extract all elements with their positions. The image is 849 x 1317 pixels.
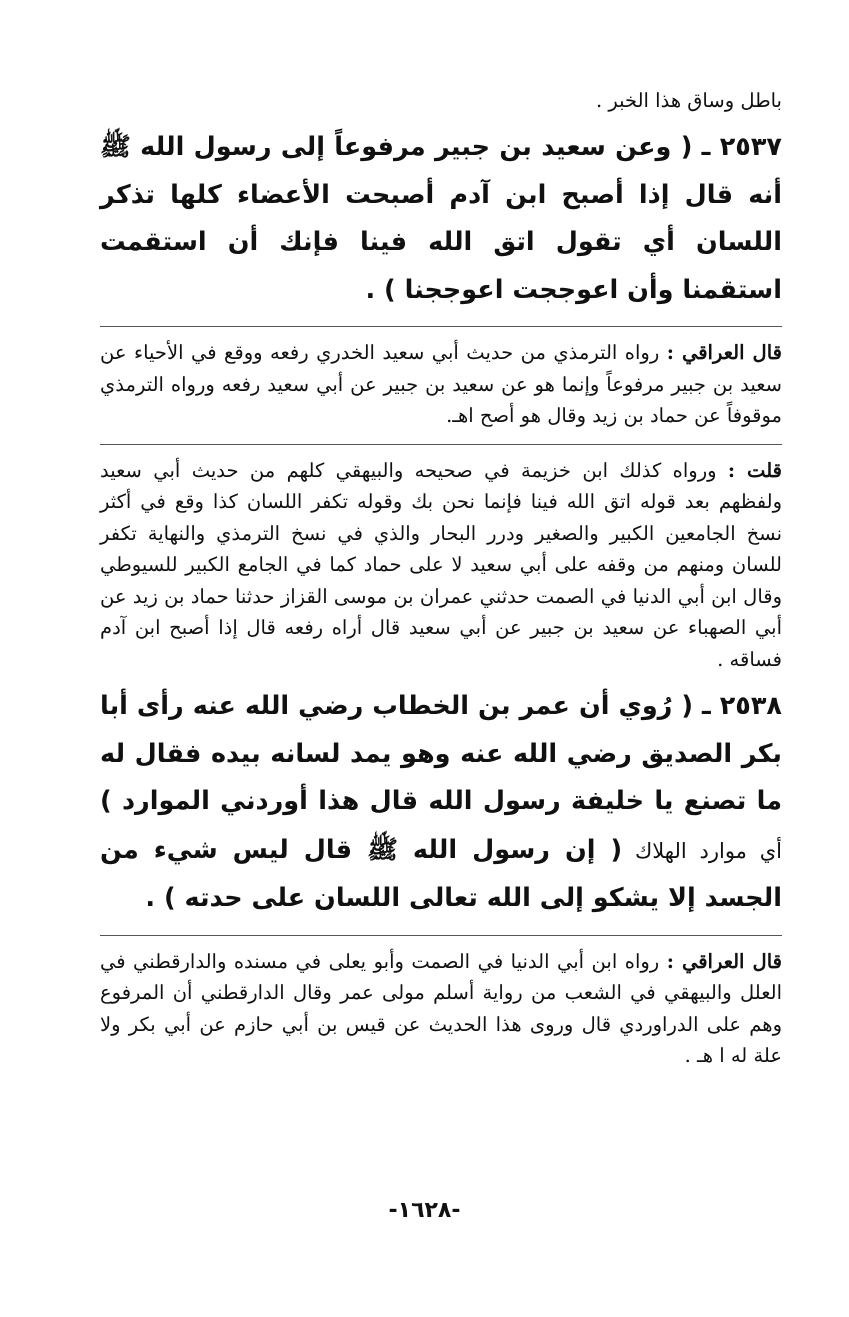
hadith-2538-part-a: ٢٥٣٨ ـ ( رُوي أن عمر بن الخطاب رضي الله عنه رأى أبا بكر الصديق رضي الله عنه وهو يمد لسانه بيده فقال له ما تصنع يا خليفة رسول الله قال هذا أوردني الموارد ) (100, 691, 782, 816)
iraqi-commentary-2 (100, 946, 782, 1072)
qult-label: قلت : (727, 458, 782, 482)
qult-text: ورواه كذلك ابن خزيمة في صحيحه والبيهقي كلهم من حديث أبي سعيد ولفظهم بعد قوله اتق الله فينا فإنما نحن بك وقوله تكفر اللسان كذا وقع في أكثر نسخ الجامعين الكبير والصغير ودرر البحار والذي في نسخ الترمذي والنهاية تكفر للسان ومنهم من وقفه على أبي سعيد لا على حماد كما في الجامع الكبير للسيوطي وقال ابن أبي الدنيا في الصمت حدثني عمران بن موسى القزاز حدثنا حماد بن زيد عن أبي الصهباء عن سعيد بن جبير عن أبي سعيد قال أراه رفعه قال إذا أصبح ابن آدم فساقه . (100, 458, 782, 671)
separator-1 (100, 326, 782, 327)
separator-2 (100, 444, 782, 445)
iraqi-label-2: قال العراقي : (666, 949, 782, 973)
hadith-2538-part-c: ( إن رسول الله ﷺ قال ليس شيء من الجسد إلا يشكو إلى الله تعالى اللسان على حدته ) . (100, 834, 782, 913)
iraqi-text-2: رواه ابن أبي الدنيا في الصمت وأبو يعلى في مسنده والدارقطني في العلل والبيهقي في الشعب من رواية أسلم مولى عمر وقال الدارقطني أن المرفوع وهم على الدراوردي قال وروى هذا الحديث عن قيس بن أبي حازم عن أبي بكر ولا علة له ا هـ . (100, 949, 782, 1067)
hadith-2537: ٢٥٣٧ ـ ( وعن سعيد بن جبير مرفوعاً إلى رسول الله ﷺ أنه قال إذا أصبح ابن آدم أصبحت الأعضاء كلها تذكر اللسان أي تقول اتق الله فينا فإنك أن استقمت استقمنا وأن اعوججت اعوججنا ) . (100, 132, 782, 305)
iraqi-label-1: قال العراقي : (666, 341, 782, 364)
separator-3 (100, 935, 782, 936)
iraqi-commentary-1 (100, 337, 782, 432)
hadith-2538 (100, 683, 782, 923)
intro-line: باطل وساق هذا الخبر . (595, 89, 782, 112)
page-content (100, 86, 782, 1072)
page-number: -١٦٢٨- (388, 1198, 461, 1223)
qult-commentary (100, 455, 782, 676)
hadith-2538-gloss: أي موارد الهلاك (622, 838, 782, 863)
iraqi-text-1: رواه الترمذي من حديث أبي سعيد الخدري رفعه ووقع في الأحياء عن سعيد بن جبير مرفوعاً وإنما هو عن سعيد بن جبير عن أبي سعيد رفعه ورواه الترمذي موقوفاً عن حماد بن زيد وقال هو أصح اهـ. (100, 341, 782, 427)
